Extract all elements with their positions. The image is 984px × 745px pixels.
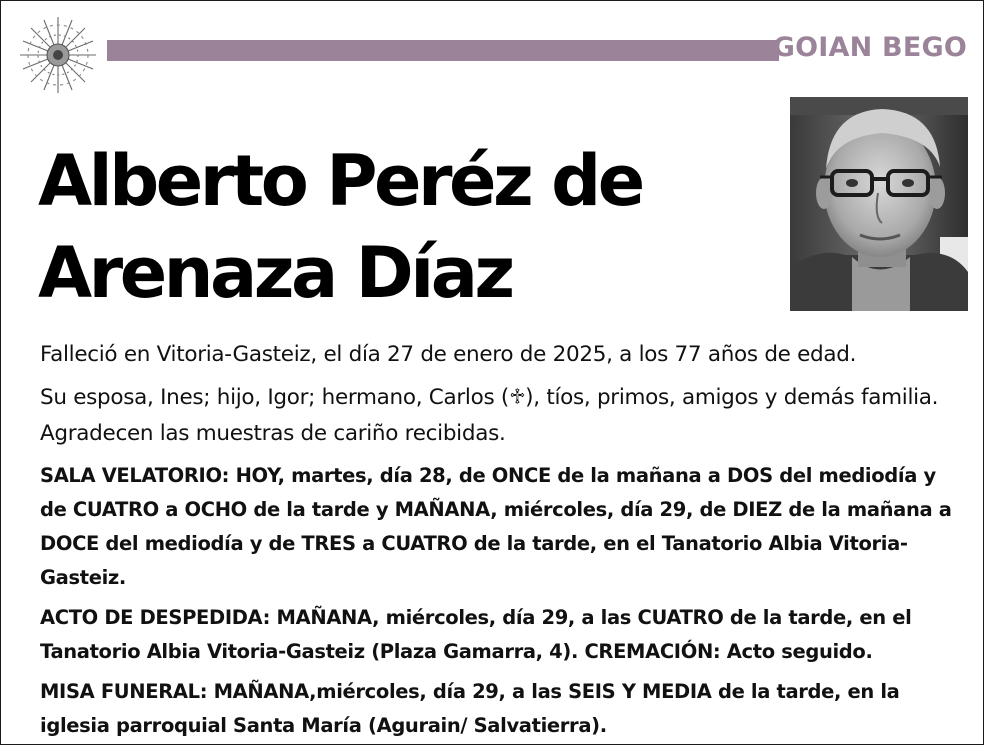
flower-icon xyxy=(15,13,101,97)
wake-info: SALA VELATORIO: HOY, martes, día 28, de ONCE de la mañana a DOS del mediodía y de CUATRO a OCHO de la tarde y MAÑANA, miércoles, día 29, de DIEZ de la mañana a DOCE del mediodía y de TRES a CUATRO de la tarde, en el Tanatorio Albia Vitoria-Gasteiz. xyxy=(40,464,952,589)
portrait-photo xyxy=(790,97,968,311)
header-bar xyxy=(107,40,779,61)
deceased-name xyxy=(38,135,778,319)
obituary-body xyxy=(40,337,960,745)
mass-info: MISA FUNERAL: MAÑANA,miércoles, día 29, a las SEIS Y MEDIA de la tarde, en la iglesia parroquial Santa María (Agurain/ Salvatierra). xyxy=(40,680,900,737)
brand-name: GOIAN BEGO xyxy=(772,32,967,63)
name-line-2: Arenaza Díaz xyxy=(38,232,512,314)
family-text-start: Su esposa, Ines; hijo, Igor; hermano, Carlos ( xyxy=(40,385,509,410)
cross-icon: ♱ xyxy=(508,385,526,410)
family-paragraph xyxy=(40,380,960,452)
farewell-info: ACTO DE DESPEDIDA: MAÑANA, miércoles, día 29, a las CUATRO de la tarde, en el Tanatorio Albia Vitoria-Gasteiz (Plaza Gamarra, 4). CREMACIÓN: Acto seguido. xyxy=(40,606,912,663)
name-line-1: Alberto Peréz de xyxy=(38,140,642,222)
family-text-end: ), tíos, primos, amigos y demás familia. Agradecen las muestras de cariño recibidas. xyxy=(40,385,939,446)
death-announcement: Falleció en Vitoria-Gasteiz, el día 27 de enero de 2025, a los 77 años de edad. xyxy=(40,342,857,367)
